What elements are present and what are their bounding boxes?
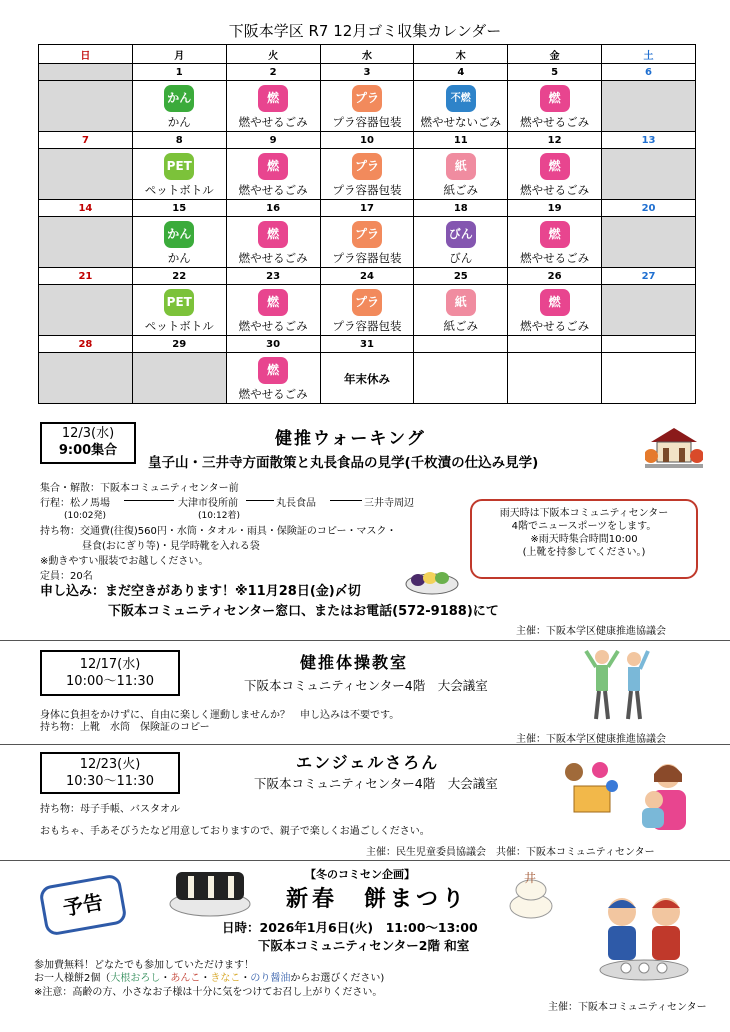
weekday-mon: 月 [132, 45, 226, 64]
day-cell [414, 149, 508, 200]
garbage-label: 燃やせるごみ [238, 386, 308, 401]
day-number: 23 [226, 268, 320, 285]
day-number: 8 [132, 132, 226, 149]
walking-subtitle: 皇子山・三井寺方面散策と丸長食品の見学(千枚漬の仕込み見学) [148, 455, 539, 471]
garbage-label: 燃やせるごみ [238, 182, 308, 197]
topping-separator: ・ [240, 973, 251, 984]
garbage-label: かん [167, 114, 191, 129]
garbage-label: 燃やせるごみ [520, 318, 590, 333]
day-number: 6 [602, 64, 696, 81]
exercise-items: 持ち物：上靴 水筒 保険証のコピー [40, 722, 210, 733]
day-cell [132, 149, 226, 200]
walking-capacity: 定員：20名 [40, 571, 93, 582]
day-number: 1 [132, 64, 226, 81]
day-cell [132, 81, 226, 132]
garbage-label: 燃やせるごみ [238, 250, 308, 265]
garbage-label: びん [449, 250, 473, 265]
page-title: 下阪本学区 R7 12月ゴミ収集カレンダー [228, 22, 502, 40]
day-number: 2 [226, 64, 320, 81]
garbage-label: 燃やせるごみ [238, 318, 308, 333]
walking-date-box [40, 422, 136, 464]
day-cell [320, 217, 414, 268]
week-row-garbage [39, 149, 696, 200]
day-number: 14 [39, 200, 133, 217]
can-icon: かん [164, 221, 194, 248]
exercise-date: 12/17(水) [79, 657, 141, 672]
day-cell [132, 285, 226, 336]
day-cell [39, 217, 133, 268]
week-row-numbers [39, 200, 696, 217]
garbage-label: 燃やせるごみ [238, 114, 308, 129]
burnable-icon: 燃 [258, 289, 288, 316]
bottle-icon: びん [446, 221, 476, 248]
walking-route-label: 行程：松ノ馬場 [40, 498, 110, 509]
day-number: 30 [226, 336, 320, 353]
day-cell [414, 217, 508, 268]
mochi-title: 新春 餅まつり [286, 887, 469, 912]
garbage-label: ペットボトル [144, 182, 214, 197]
week-row-garbage [39, 285, 696, 336]
day-cell [508, 149, 602, 200]
mochi-line2 [34, 969, 384, 984]
topping-separator: ・ [200, 973, 211, 984]
angel-time: 10:30～11:30 [66, 774, 154, 789]
kids-making-mochi-icon [596, 888, 692, 984]
mother-child-icon [632, 760, 694, 834]
exercise-time: 10:00～11:30 [66, 674, 154, 689]
day-cell [226, 285, 320, 336]
exercise-date-box [40, 650, 180, 696]
mochi-planner: 【冬のコミセン企画】 [305, 868, 415, 881]
garbage-label: プラ容器包装 [332, 318, 402, 333]
day-cell [226, 217, 320, 268]
burnable-icon: 燃 [258, 85, 288, 112]
plastic-icon: プラ [352, 153, 382, 180]
day-number [39, 64, 133, 81]
exercise-desc: 身体に負担をかけずに、自由に楽しく運動しませんか？ 申し込みは不要です。 [40, 710, 400, 721]
day-cell [508, 217, 602, 268]
topping-nori: のり醤油 [250, 973, 291, 984]
day-cell [39, 149, 133, 200]
angel-title: エンジェルさろん [296, 753, 440, 772]
isobe-mochi-icon [168, 864, 252, 918]
angel-date: 12/23(火) [79, 757, 141, 772]
walking-host: 主催：下阪本学区健康推進協議会 [516, 626, 666, 637]
day-number: 24 [320, 268, 414, 285]
walking-route-2: 丸長食品 [276, 498, 316, 509]
week-row-garbage [39, 353, 696, 404]
walking-time: 9:00集合 [58, 443, 118, 458]
burnable-icon: 燃 [540, 85, 570, 112]
garbage-label: 紙ごみ [443, 318, 479, 333]
day-cell [39, 353, 133, 404]
preview-badge: 予告 [38, 873, 127, 936]
mochi-host: 主催：下阪本コミュニティセンター [548, 1002, 707, 1013]
exercise-title: 健推体操教室 [300, 653, 409, 672]
burnable-icon: 燃 [258, 357, 288, 384]
day-number: 27 [602, 268, 696, 285]
day-number: 7 [39, 132, 133, 149]
route-line [330, 500, 362, 501]
route-line [246, 500, 274, 501]
weekday-tue: 火 [226, 45, 320, 64]
day-number: 13 [602, 132, 696, 149]
plastic-icon: プラ [352, 289, 382, 316]
garbage-label: 燃やせないごみ [420, 114, 502, 129]
rain-text: 雨天時は下阪本コミュニティセンター [499, 508, 669, 519]
day-number: 9 [226, 132, 320, 149]
day-cell [132, 353, 226, 404]
burnable-icon: 燃 [258, 221, 288, 248]
mochi-line1: 参加費無料！どなたでも参加していただけます！ [34, 960, 254, 971]
day-cell [414, 285, 508, 336]
day-number: 5 [508, 64, 602, 81]
angel-place: 下阪本コミュニティセンター4階 大会議室 [254, 776, 498, 791]
exercise-host: 主催：下阪本学区健康推進協議会 [516, 734, 666, 745]
day-cell [602, 149, 696, 200]
day-number: 18 [414, 200, 508, 217]
week-row-numbers [39, 336, 696, 353]
walking-route-time-1: (10:02発) [64, 511, 106, 521]
day-cell [226, 353, 320, 404]
weekday-sat: 土 [602, 45, 696, 64]
day-cell [226, 81, 320, 132]
day-cell [414, 353, 508, 404]
section-divider [0, 744, 730, 745]
mochi-datetime: 日時：2026年1月6日(火) 11:00～13:00 [222, 920, 478, 935]
route-line [124, 500, 174, 501]
day-cell [320, 353, 414, 404]
day-cell [602, 285, 696, 336]
day-cell [508, 353, 602, 404]
garbage-label: プラ容器包装 [332, 250, 402, 265]
mochi-line2-prefix: お一人様餅2個（ [34, 973, 111, 984]
walking-route-time-2: (10:12着) [198, 511, 240, 521]
garbage-label: 燃やせるごみ [520, 182, 590, 197]
walking-title: 健推ウォーキング [275, 429, 426, 449]
day-number [414, 336, 508, 353]
week-row-numbers [39, 132, 696, 149]
day-number: 10 [320, 132, 414, 149]
week-row-garbage [39, 217, 696, 268]
day-cell [226, 149, 320, 200]
day-number: 11 [414, 132, 508, 149]
garbage-label: プラ容器包装 [332, 114, 402, 129]
section-divider [0, 860, 730, 861]
rain-notice-box [470, 499, 698, 579]
day-number: 22 [132, 268, 226, 285]
day-cell [39, 285, 133, 336]
day-number: 28 [39, 336, 133, 353]
walking-apply-place: 下阪本コミュニティセンター窓口、またはお電話(572-9188)にて [108, 604, 499, 619]
walking-date: 12/3(水) [61, 426, 115, 441]
week-row-numbers [39, 64, 696, 81]
day-number: 31 [320, 336, 414, 353]
garbage-label: 燃やせるごみ [520, 250, 590, 265]
day-number [508, 336, 602, 353]
weekday-header [39, 45, 696, 64]
weekday-thu: 木 [414, 45, 508, 64]
rain-text: ※雨天時集合時間10:00 [530, 534, 638, 545]
day-number: 15 [132, 200, 226, 217]
burnable-icon: 燃 [540, 153, 570, 180]
day-number: 4 [414, 64, 508, 81]
burnable-icon: 燃 [540, 221, 570, 248]
walking-items-2: 昼食(おにぎり等)・見学時靴を入れる袋 [82, 541, 260, 552]
day-cell [320, 81, 414, 132]
walking-route-3: 三井寺周辺 [364, 498, 414, 509]
plastic-icon: プラ [352, 221, 382, 248]
temple-icon [645, 420, 703, 470]
day-number: 17 [320, 200, 414, 217]
non-burnable-icon: 不燃 [446, 85, 476, 112]
pet-bottle-icon: PET [164, 153, 194, 180]
rain-text: 4階でニュースポーツをします。 [511, 521, 657, 532]
day-number: 12 [508, 132, 602, 149]
day-number: 21 [39, 268, 133, 285]
weekday-wed: 水 [320, 45, 414, 64]
kagami-mochi-icon [508, 866, 554, 920]
garbage-label: 紙ごみ [443, 182, 479, 197]
angel-host: 主催：民生児童委員協議会 共催：下阪本コミュニティセンター [366, 847, 655, 858]
day-cell [602, 81, 696, 132]
day-cell [414, 81, 508, 132]
paper-icon: 紙 [446, 153, 476, 180]
day-number: 20 [602, 200, 696, 217]
section-divider [0, 640, 730, 641]
walking-meeting: 集合・解散：下阪本コミュニティセンター前 [40, 483, 239, 494]
topping-separator: ・ [160, 973, 171, 984]
toys-icon [560, 756, 622, 816]
topping-kinako: きなこ [210, 973, 241, 984]
burnable-icon: 燃 [540, 289, 570, 316]
plastic-icon: プラ [352, 85, 382, 112]
day-number [602, 336, 696, 353]
day-cell [320, 149, 414, 200]
exercise-place: 下阪本コミュニティセンター4階 大会議室 [244, 678, 488, 693]
topping-daikon: 大根おろし [110, 973, 161, 984]
day-cell [602, 217, 696, 268]
pet-bottle-icon: PET [164, 289, 194, 316]
day-number: 29 [132, 336, 226, 353]
walking-apply: 申し込み：まだ空きがあります！※11月28日(金)〆切 [40, 584, 361, 599]
angel-date-box [40, 752, 180, 794]
walking-note: ※動きやすい服装でお越しください。 [40, 556, 209, 567]
day-cell [508, 81, 602, 132]
angel-items: 持ち物：母子手帳、バスタオル [40, 804, 180, 815]
garbage-label: ペットボトル [144, 318, 214, 333]
day-number: 25 [414, 268, 508, 285]
weekday-fri: 金 [508, 45, 602, 64]
day-cell [132, 217, 226, 268]
garbage-label: 燃やせるごみ [520, 114, 590, 129]
day-number: 19 [508, 200, 602, 217]
exercise-people-icon [582, 645, 654, 725]
day-cell [602, 353, 696, 404]
mochi-line3: ※注意：高齢の方、小さなお子様は十分に気をつけてお召し上がりください。 [34, 987, 383, 998]
can-icon: かん [164, 85, 194, 112]
mochi-line2-suffix: からお選びください) [290, 973, 385, 984]
day-number: 3 [320, 64, 414, 81]
garbage-label: プラ容器包装 [332, 182, 402, 197]
week-row-numbers [39, 268, 696, 285]
weekday-sun: 日 [39, 45, 133, 64]
walking-items-1: 持ち物：交通費(往復)560円・水筒・タオル・雨具・保険証のコピー・マスク・ [40, 526, 397, 537]
walking-route-1: 大津市役所前 [178, 498, 238, 509]
svg-text:井: 井 [524, 871, 537, 885]
day-number: 16 [226, 200, 320, 217]
topping-anko: あんこ [170, 973, 201, 984]
garbage-label: かん [167, 250, 191, 265]
burnable-icon: 燃 [258, 153, 288, 180]
day-cell [39, 81, 133, 132]
pickles-icon [404, 562, 460, 596]
rain-text: (上靴を持参してください。) [522, 547, 646, 558]
angel-desc: おもちゃ、手あそびうたなど用意しておりますので、親子で楽しくお過ごしください。 [40, 826, 430, 837]
paper-icon: 紙 [446, 289, 476, 316]
mochi-place: 下阪本コミュニティセンター2階 和室 [258, 938, 470, 953]
week-row-garbage [39, 81, 696, 132]
year-end-holiday-label: 年末休み [343, 372, 390, 386]
day-cell [508, 285, 602, 336]
day-number: 26 [508, 268, 602, 285]
calendar-table [38, 44, 696, 404]
day-cell [320, 285, 414, 336]
